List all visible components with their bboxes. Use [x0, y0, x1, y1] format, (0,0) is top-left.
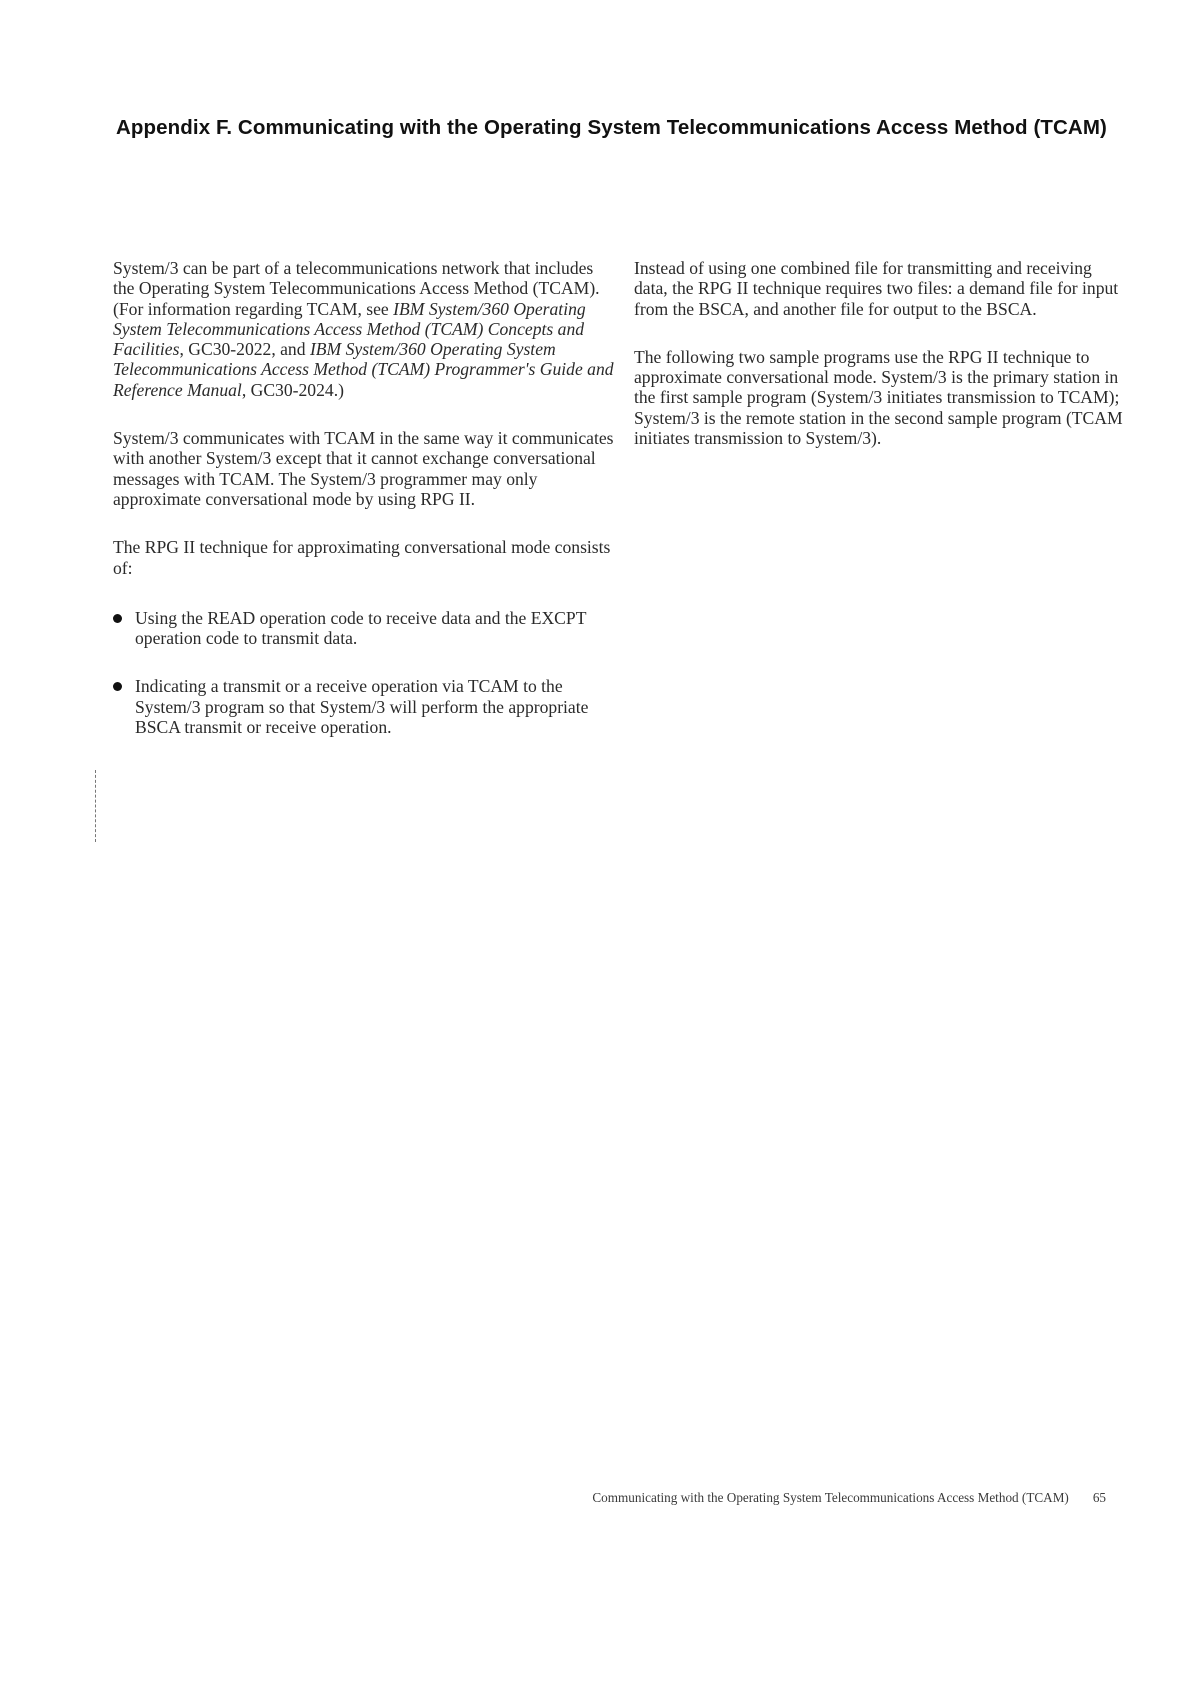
page-footer	[426, 1490, 1106, 1506]
bullet-icon	[113, 614, 122, 623]
technique-list	[113, 608, 618, 737]
bullet-icon	[113, 682, 122, 691]
intro-text-2: , GC30-2022, and	[179, 339, 310, 360]
intro-paragraph	[113, 258, 618, 400]
page-number: 65	[1092, 1490, 1106, 1505]
list-item-text: Indicating a transmit or a receive operation via TCAM to the System/3 program so that System/3 will perform the appropriate BSCA transmit or receive operation.	[135, 676, 589, 738]
intro-text-1: System/3 can be part of a telecommunications network that includes the Operating System Telecommunications Access Method (TCAM). (For information regarding TCAM, see	[113, 258, 600, 319]
revision-bar	[95, 770, 97, 842]
tcam-paragraph: System/3 communicates with TCAM in the same way it communicates with another System/3 except that it cannot exchange conversational messages with TCAM. The System/3 programmer may only approximate conversational mode by using RPG II.	[113, 428, 614, 509]
list-item-text: Using the READ operation code to receive data and the EXCPT operation code to transmit data.	[135, 607, 587, 649]
intro-text-3: , GC30-2024.)	[241, 379, 344, 400]
reference-title-concepts: IBM System/360 Operating System Telecommunications Access Method (TCAM) Concepts and Facilities	[113, 298, 586, 360]
list-item	[113, 676, 618, 737]
right-column	[634, 258, 1129, 476]
files-paragraph: Instead of using one combined file for transmitting and receiving data, the RPG II technique requires two files: a demand file for input from the BSCA, and another file for output to the BSCA.	[634, 258, 1119, 319]
samples-paragraph: The following two sample programs use the RPG II technique to approximate conversational mode. System/3 is the primary station in the first sample program (System/3 initiates transmission to TCAM); System/3 is the remote station in the second sample program (TCAM initiates transmission to System/3).	[634, 346, 1123, 449]
page-heading: Appendix F. Communicating with the Operating System Telecommunications Access Method (TCAM)	[116, 116, 1107, 139]
technique-paragraph: The RPG II technique for approximating conversational mode consists of:	[113, 537, 611, 578]
reference-title-programmers-guide: IBM System/360 Operating System Telecommunications Access Method (TCAM) Programmer's Guide and Reference Manual	[113, 339, 614, 400]
running-footer-title: Communicating with the Operating System Telecommunications Access Method (TCAM)	[592, 1490, 1069, 1505]
left-column	[113, 258, 618, 765]
list-item	[113, 608, 618, 649]
